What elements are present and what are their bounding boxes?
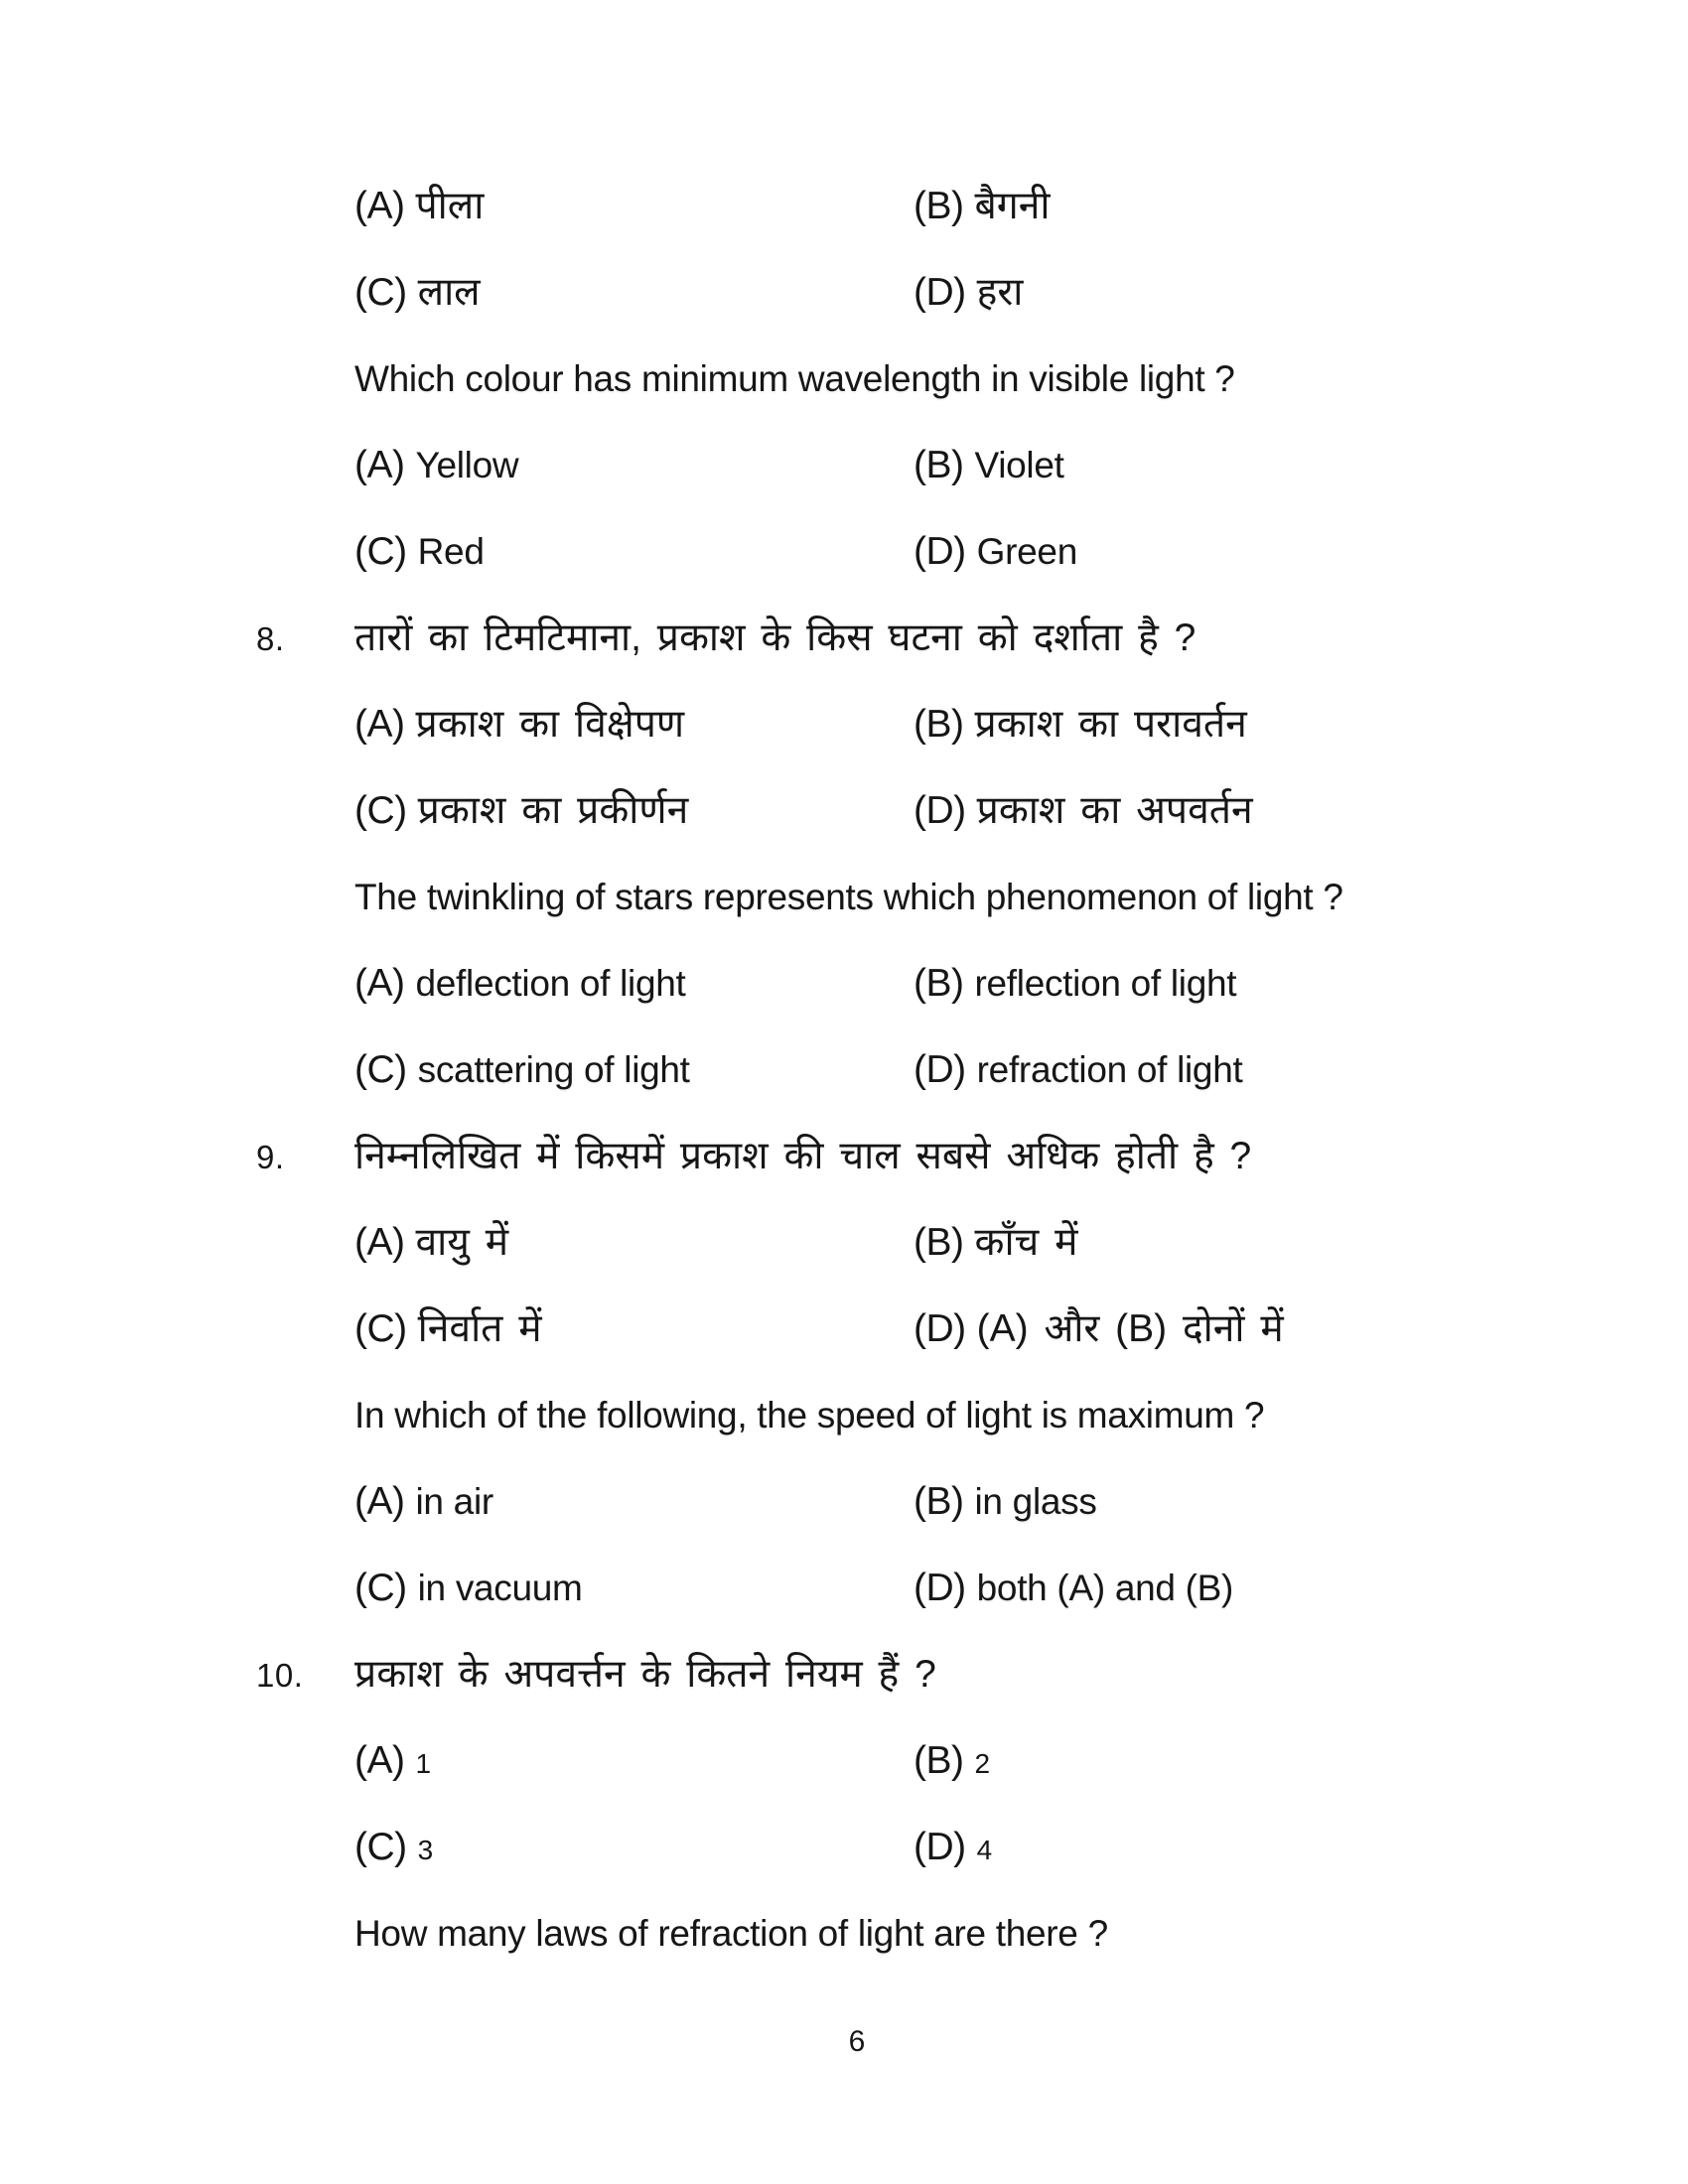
option-c-text: 3 [417, 1835, 434, 1865]
option-a-text: in air [415, 1481, 493, 1522]
option-b-label: (B) [914, 1739, 964, 1782]
option-a-label: (A) [354, 1480, 405, 1523]
option-b-text: काँच में [974, 1221, 1078, 1264]
question-text-hindi: प्रकाश के अपवर्त्तन के कितने नियम हैं ? [354, 1653, 936, 1696]
option-a-text: deflection of light [415, 963, 686, 1004]
option-d-label: (D) [914, 530, 966, 573]
option-row [256, 1026, 1688, 1113]
option-row [256, 1199, 1688, 1286]
question-number: 8. [256, 620, 285, 657]
option-row [256, 508, 1688, 595]
option-c-label: (C) [354, 530, 407, 573]
option-d-label: (D) [914, 1307, 966, 1350]
option-c [354, 249, 481, 343]
question-row [256, 595, 1688, 681]
option-row [256, 681, 1688, 767]
option-c [354, 1804, 433, 1898]
option-b-text: 2 [974, 1748, 991, 1779]
option-c-text: प्रकाश का प्रकीर्णन [417, 789, 689, 832]
option-c-text: लाल [417, 271, 481, 314]
option-c-label: (C) [354, 1048, 407, 1091]
question-row [256, 1890, 1688, 1977]
option-a-label: (A) [354, 1221, 405, 1264]
option-b [914, 163, 1050, 257]
option-b-label: (B) [914, 1480, 964, 1523]
option-b-text: reflection of light [974, 963, 1237, 1004]
option-b-text: in glass [974, 1481, 1097, 1522]
option-c-text: Red [417, 531, 485, 572]
option-a-text: वायु में [415, 1221, 509, 1264]
option-a [354, 1199, 508, 1294]
option-c [354, 1286, 542, 1380]
option-d-label: (D) [914, 1826, 966, 1868]
option-a-label: (A) [354, 703, 405, 746]
option-d-label: (D) [914, 789, 966, 832]
question-text-hindi: निम्नलिखित में किसमें प्रकाश की चाल सबसे अधिक होती है ? [354, 1135, 1252, 1177]
option-row [256, 249, 1688, 336]
option-c-label: (C) [354, 1826, 407, 1868]
option-c-text: in vacuum [417, 1568, 583, 1608]
option-b-label: (B) [914, 185, 964, 227]
option-b-label: (B) [914, 962, 964, 1005]
question-block [256, 163, 1688, 1977]
option-d-text: हरा [976, 271, 1024, 314]
option-b-text: प्रकाश का परावर्तन [974, 703, 1247, 746]
option-b-text: बैगनी [974, 185, 1051, 227]
option-c-label: (C) [354, 1307, 407, 1350]
option-c [354, 1026, 690, 1121]
option-c [354, 1545, 583, 1639]
option-d [914, 767, 1253, 862]
option-a-label: (A) [354, 185, 405, 227]
page-number: 6 [848, 2025, 866, 2058]
question-number: 9. [256, 1139, 285, 1175]
option-d-label: (D) [914, 271, 966, 314]
option-b-label: (B) [914, 444, 964, 486]
option-d-label: (D) [914, 1567, 966, 1609]
option-d [914, 1545, 1233, 1639]
option-b-text: Violet [974, 445, 1064, 485]
option-b [914, 422, 1064, 516]
option-c [354, 767, 688, 862]
option-row [256, 1545, 1688, 1631]
question-number: 10. [256, 1657, 304, 1694]
option-c-text: निर्वात में [417, 1307, 542, 1350]
option-a [354, 940, 685, 1034]
option-c-label: (C) [354, 789, 407, 832]
option-d-text: 4 [976, 1835, 993, 1865]
option-a-text: 1 [415, 1748, 432, 1779]
option-b [914, 1717, 990, 1812]
option-d [914, 249, 1023, 343]
option-row [256, 767, 1688, 854]
option-d [914, 508, 1077, 603]
option-a [354, 1458, 493, 1553]
option-b [914, 1458, 1097, 1553]
question-row [256, 1631, 1688, 1717]
option-a-text: प्रकाश का विक्षेपण [415, 703, 685, 746]
option-row [256, 1458, 1688, 1545]
option-a-label: (A) [354, 1739, 405, 1782]
question-row [256, 854, 1688, 940]
option-d [914, 1026, 1242, 1121]
question-text-english: Which colour has minimum wavelength in visible light ? [354, 358, 1235, 399]
option-d-text: refraction of light [976, 1049, 1243, 1090]
option-a [354, 1717, 431, 1812]
option-d-text: प्रकाश का अपवर्तन [976, 789, 1253, 832]
option-c-label: (C) [354, 271, 407, 314]
option-b [914, 1199, 1077, 1294]
option-c [354, 508, 485, 603]
option-a-text: Yellow [415, 445, 519, 485]
option-row [256, 422, 1688, 508]
option-a [354, 681, 684, 775]
option-a-text: पीला [415, 185, 485, 227]
option-row [256, 1804, 1688, 1890]
option-b [914, 681, 1247, 775]
option-a [354, 422, 518, 516]
question-text-english: In which of the following, the speed of light is maximum ? [354, 1395, 1265, 1435]
question-row [256, 336, 1688, 422]
option-a-label: (A) [354, 444, 405, 486]
option-d-text: (A) और (B) दोनों में [976, 1307, 1284, 1350]
option-row [256, 940, 1688, 1026]
question-text-english: How many laws of refraction of light are there ? [354, 1913, 1108, 1954]
option-d-text: Green [976, 531, 1077, 572]
option-c-label: (C) [354, 1567, 407, 1609]
question-text-english: The twinkling of stars represents which phenomenon of light ? [354, 877, 1343, 917]
option-d-label: (D) [914, 1048, 966, 1091]
option-row [256, 1717, 1688, 1804]
option-b-label: (B) [914, 1221, 964, 1264]
question-row [256, 1372, 1688, 1458]
option-c-text: scattering of light [417, 1049, 690, 1090]
option-row [256, 163, 1688, 249]
option-d-text: both (A) and (B) [976, 1568, 1234, 1608]
option-b-label: (B) [914, 703, 964, 746]
option-a [354, 163, 484, 257]
option-row [256, 1286, 1688, 1372]
option-d [914, 1286, 1284, 1380]
option-d [914, 1804, 992, 1898]
option-b [914, 940, 1236, 1034]
question-row [256, 1113, 1688, 1199]
option-a-label: (A) [354, 962, 405, 1005]
question-text-hindi: तारों का टिमटिमाना, प्रकाश के किस घटना को दर्शाता है ? [354, 616, 1196, 659]
